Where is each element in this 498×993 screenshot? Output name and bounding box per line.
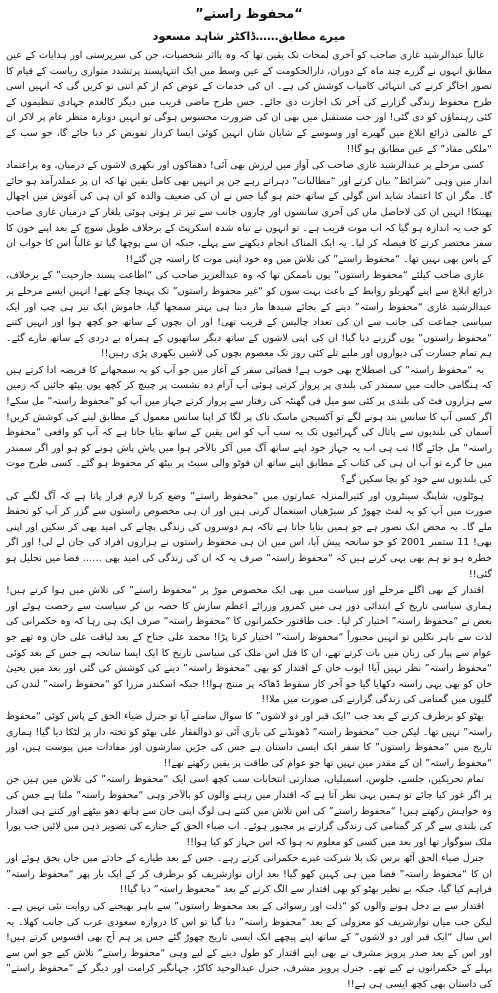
article-paragraph: غازی صاحب کیلئے “محفوظ راستوں” یوں ناممکن تھا کہ وہ عبدالعزیز صاحب کی “اطاعت پسند جارحیت” کے برخلاف، ذرائع ابلاغ سے اپنے گھریلو روابط کے باعث بہت سوں کو “غیر محفوظ راستوں” تک پہنچا چکے تھے! انہیں ایسے مرحلے پر عبدالرشید غازی “محفوظ راستہ” دینے کے بجائے سیدھا مار دینا ہی بہتر سمجھا گیا، خاموش ایک تیز ہی چپ اور ایک سیاسی جماعت کی جانب سے ان کی تعداد چالیس کے قریب تھی! اور ان بچوں کے ساتھ جو کچھ ہوا اور انہیں کتنے “محفوظ راستوں” یوں گزرنے دیا گیا! ان کی اپنی لاشوں کے ساتھ دیگر ساتھیوں کے ہمراہ بے دردی کے ساتھ مارے گئے۔ ہم تمام جسارت کی دیواروں اور ملبے تلے کئی روز تک معصوم بچوں کی لاشیں بکھری پڑی رہیں!! [6,270,492,360]
article-paragraph: کسی مرحلے پر عبدالرشید غازی صاحب کی آواز میں لرزش بھی آئی! دھماکوں اور نکھری لاشوں کے درمیان، وہ پراعتماد انداز میں وہی “شرائط” بیان کرتے اور “مطالبات” دہراتے رہے جن پر انہیں بھی کامل یقین تھا کہ ان پر عملدرآمد ہو جائے گا۔ مگر ان کا اعتماد شاید اس گولی کے ساتھ ختم ہو گیا جس نے ان کی ضعیف والدہ کو ان ہی کی آغوش میں اچھال پھینکا! انہیں ان کی لاحاصل ماں کی آخری سانسوں اور چاروں جانب سے تیز تر ہوتی ہوئی یلغار کے درمیان غازی صاحب کو جب یہ اندازہ ہو گیا کہ اب موت قریب ہے۔ تو انہوں نے تباہ شدہ اسکرپٹ کے برخلاف طویل سوچ کے بعد اپنے خون کا سفر مختصر کرنے کا فیصلہ کر لیا۔ یہ ایک المناک انجام دیکھنے سے پہلے، جبکہ ان سے پوچھا گیا تو غالباً اس کا جواب ان کے پاس بھی نہیں تھا۔ “محفوظ راستے” کی تلاش میں وہ خود اپنی موت کا راستہ چن گئے!! [6,160,492,265]
article-paragraph: اقتدار سے بے دخل ہونے والوں کو “ذلت اور رسوائی کے بعد محفوظ راستوں” سے باہر بھیجنے کی روایت نئی نہیں ہے۔ لیکن جب میاں نوازشریف کو معزولی کے بعد “محفوظ راستہ” دیا گیا تو اس کا دروازہ سعودی عرب کی جانب کھلا۔ یہ اس سال “ایک قبر اور دو لاشوں” کے ساتھ اپنے پیچھے ایک ایسی تاریخ چھوڑ گئے جس پر ہم آج بھی افسوس کرتے ہیں! اور اس کے بعد صدر پرویز مشرف نے بھی اپنے اقتدار کو طول دینے کے لیے وہی “محفوظ راستے” تلاش کیے جو اس سے پہلے کے حکمرانوں نے کیے تھے۔ جنرل پرویز مشرف، جنرل عبدالوحید کاکڑ، جہانگیر کرامت اور دیگر کے “محفوظ راستے” کی داستان بھی کچھ ایسی ہی ہے!! [6,901,492,991]
article-paragraph: تمام تحریکیں، جلسے، جلوس، اسمبلیاں، صدارتی انتخابات سب کچھ اسی ایک “محفوظ راستہ” کی تلاش میں ہیں جن پر اگر غور کیا جائے تو ہمیں یہی نظر آتا ہے کہ اقتدار میں رہنے والوں کو بالآخر وہی “محفوظ راستہ” ملتا ہے جس کی وہ خواہش رکھتے ہیں! “محفوظ راستے” کی اس تلاش میں کتنے ہی لوگ اپنی جان سے ہاتھ دھو بیٹھے اور کتنے ہی اقتدار کی بلندی سے گر کر گمنامی کی زندگی گزارنے پر مجبور ہوئے۔ اب ضیاء الحق کے جنازے کی تصویر ذہن میں لائیں جب پورا ملک سوگوار تھا اور بعد میں کسی کو معلوم نہ ہوا کہ اس جہاز کو کیا ہوا!! [6,774,492,848]
article-title: “محفوظ راستے” [195,7,303,22]
article-paragraph: یہ “محفوظ راستہ” کی اصطلاح بھی خوب ہے! فضائی سفر کے آغاز میں جو آپ کو یہ سمجھانے کا فریضہ ادا کرتے ہیں کہ ہنگامی حالت میں سمندر کی بلندی پر پرواز کرتی ہوئی آپ آرام دہ نشست پر چینچ کر کچھ یوں بیٹھ جائیں کہ زمین سے ہزاروں فٹ کی بلندی پر کئی سو میل فی گھنٹہ کی رفتار سے پرواز کرتے جہاز میں آپ کو “محفوظ راستہ” مل سکے! اگر کسی آپ کا سانس بند ہونے لگے تو آکسیجن ماسک ناک پر لگا کر اپنا سانس معمول کے مطابق لینے کی کوشش کریں! آسمان کی بلندیوں سے پاتال کی گہرائیوں تک یہ سب آپ کو اس یقین کے ساتھ بتایا جاتا ہے کہ آپ کو واقعی “محفوظ راستہ” مل جائے گا! تب ہی اب یہ جہاز خود اپنے ساتھ آگ میں آکر بالآخر ہوا میں پاش پاش ہونے کو ہو اور اگر سمندر میں جا گرے تو آپ ان ہی کی کتاب کے مطابق اپنے ساتھ ان فوٹو والی سیٹ پر بیٹھ کر محفوظ ہو گئے۔ کسی طرح موت کی بلندیوں سے خود کو بچا سکیں گے؟ [6,364,492,486]
article-paragraph: جنرل ضیاء الحق آٹھ برس تک بلا شرکت غیرے حکمرانی کرتے رہے۔ جس کے بعد طیارے کے حادثے میں جاں بحق ہوئے اور ان کا “محفوظ راستہ” فضا میں ہی کہیں کھو گیا! بعد ازاں نوازشریف کو برطرف کر کے ایک بار پھر “محفوظ راستہ” فراہم کیا گیا، جبکہ بے نظیر بھٹو کو بھی اقتدار سے الگ کرنے کے بعد “محفوظ راستہ” دیا گیا!! [6,853,492,896]
article-paragraph: ہوٹلوں، شاپنگ سینٹروں اور کثیرالمنزلہ عمارتوں میں “محفوظ راستے” وضع کرنا لازم قرار پاتا ہے کہ آگ لگنے کی صورت میں آپ کو یہ لفٹ چھوڑ کر سیڑھیاں استعمال کرنی ہیں اور ان ہی مخصوص راستوں سے گزر کر آپ کو تحفظ ملے گا۔ یہ محض ایک تصور ہے جو ہمیں بتایا جاتا ہے تاکہ ہم دوسروں کی زندگی بچانے کی امید بھی کر سکیں اور اپنی بھی! 11 ستمبر 2001 کو جو سانحہ پیش آیا، اس میں ان ہی محفوظ راستوں نے ہزاروں افراد کی جان لے لی! اور اگر خطرہ ہو تو ہم بھی یہی کرتے ہیں کہ “محفوظ راستہ” صرف یہ کہ ان کی زندگی کی امید بھی …… فضا میں تحلیل ہو گئی!! [6,490,492,580]
article-paragraph: اقتدار کے بھی اگلے مرحلے اور سیاست میں بھی ایک مخصوص موڑ پر “محفوظ راستے” کی تلاش میں ہوا کرتے ہیں! ہماری سیاسی تاریخ کے ابتدائی دور ہی میں کمزور وزرائے اعظم سازش کا حصہ بن کر سیاست سے رخصت ہوئے اور بعض نے “محفوظ راستہ” اختیار کر لیا۔ جب طاقتور حکمرانوں کا “محفوظ راستہ” صرف ایک ہی رہا کہ وہ حکمرانی کی لذت سے باہر نکلیں تو انہیں مجبوراً “محفوظ راستہ” اختیار کرنا پڑا! محمد علی جناح کے بعد لیاقت علی خان وہ تھے جو عوام سے پیار کی زبان میں بات کرتے تھے، ان کا قتل اس ملک کی سیاسی تاریخ کا ایک ایسا سانحہ ہے جس کے بعد کوئی “محفوظ راستہ” نظر نہیں آیا! ایوب خان کے اقتدار کو بھی “محفوظ راستہ” دینے کی کوشش کی گئی اور بعد میں یحییٰ خان کو بھی یہی راستہ دکھایا گیا جو آخر کار سقوط ڈھاکہ پر منتج ہوا!! جبکہ اسکندر مرزا کو “محفوظ راستہ” لندن کی گلیوں میں گمنامی کی زندگی گزارنے کی صورت میں ملا!! [6,585,492,706]
article-paragraph: بھٹو کو برطرف کرنے کے بعد جب “ایک قبر اور دو لاشوں” کا سوال سامنے آیا تو جنرل ضیاء الحق کے پاس کوئی “محفوظ راستہ” نہیں تھا۔ لیکن جب “محفوظ راستہ” ڈھونڈنے کی باری آئی تو ذوالفقار علی بھٹو کو تختہ دار پر لٹکا دیا گیا! ہماری تاریخ میں “محفوظ راستوں” کا سفر ایک ایسی داستان ہے جس کی جڑیں سازشوں اور مفادات میں پیوست ہیں، اور “محفوظ راستہ” ان کے مقدر میں نہیں تھا جو عوام کی طاقت پر یقین رکھتے تھے!! [6,710,492,769]
article-paragraph: غالباً عبدالرشید غازی صاحب کو آخری لمحات تک یقین تھا کہ وہ بااثر شخصیات، جن کی سرپرستی اور ہدایات کے عین مطابق انہوں نے گزرے چند ماہ کے دوران، دارالحکومت کے عین وسط میں ایک انتہاپسند پرتشدد متوازی ریاست کے قیام کا تصور اجاگر کرنے کی انتہائی کامیاب کوشش کی ہے۔ ان کی خدمات کے عوض کم از کم اتنی تو کریں گی کہ انہیں اسی طرح محفوظ زندگی گزارنے کی آخر تک اجازت دی جائے۔ جس طرح ماضی قریب میں دیگر کالعدم جہادی تنظیموں کے کئی رہنماؤں کو دی گئی! اور جب مستقبل میں بھی ان کی ضرورت محسوس ہوگی تو انہیں دوبارہ منظر عام پر لاکر ان کے عالمی ذرائع ابلاغ میں گھیرے اور وسوسے کے شایان شان انہیں کوئی ایسا کردار تفویض کر دیا جائے گا، جو سب کے “ملکی مفاد” کے عین مطابق ہو گا!! [6,50,492,155]
article-byline: میرے مطابق……ڈاکٹر شاہد مسعود [152,29,346,43]
article-body [6,48,492,993]
